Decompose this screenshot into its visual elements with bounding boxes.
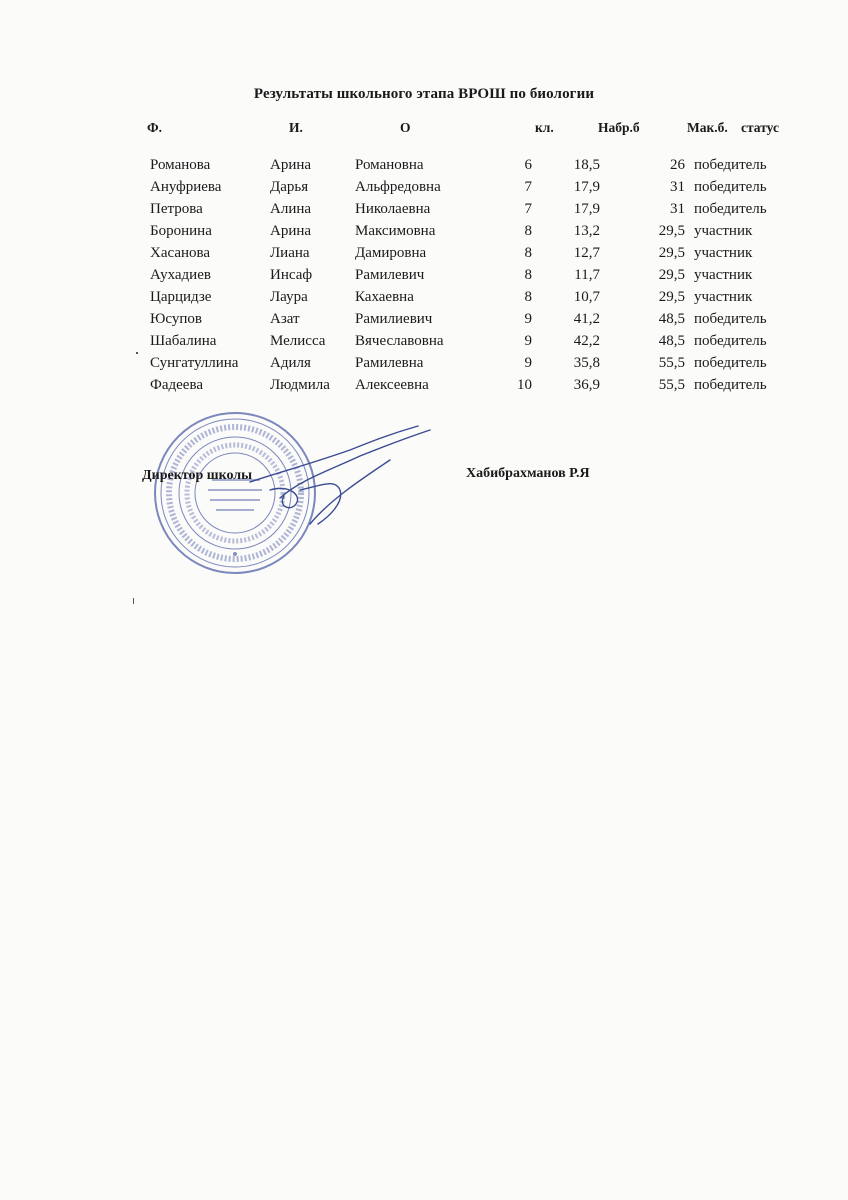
cell-score: 18,5	[573, 157, 600, 173]
table-row	[0, 157, 848, 179]
cell-patronymic: Альфредовна	[355, 179, 441, 195]
cell-name: Дарья	[270, 179, 309, 195]
cell-name: Арина	[270, 157, 312, 173]
cell-status: победитель	[694, 157, 767, 173]
table-row	[0, 311, 848, 333]
cell-patronymic: Николаевна	[355, 201, 431, 217]
cell-patronymic: Кахаевна	[355, 289, 414, 305]
header-status: статус	[741, 120, 779, 135]
cell-name: Азат	[270, 311, 300, 327]
cell-surname: Ануфриева	[150, 179, 222, 195]
cell-patronymic: Рамилевна	[355, 355, 424, 371]
cell-patronymic: Алексеевна	[355, 377, 429, 393]
cell-score: 41,2	[573, 311, 600, 327]
table-row	[0, 355, 848, 377]
table-row	[0, 245, 848, 267]
cell-max: 48,5	[658, 311, 685, 327]
table-row	[0, 201, 848, 223]
cell-patronymic: Максимовна	[355, 223, 436, 239]
cell-grade: 8	[524, 223, 532, 239]
cell-status: победитель	[694, 333, 767, 349]
cell-max: 29,5	[658, 289, 685, 305]
cell-grade: 8	[524, 267, 532, 283]
cell-score: 17,9	[573, 201, 600, 217]
header-max: Мак.б.	[687, 120, 728, 135]
cell-status: участник	[694, 223, 753, 239]
cell-max: 31	[670, 201, 685, 217]
cell-grade: 9	[524, 355, 532, 371]
cell-patronymic: Рамилевич	[355, 267, 425, 283]
director-label: Директор школы	[142, 468, 253, 483]
cell-surname: Сунгатуллина	[150, 355, 239, 371]
cell-status: победитель	[694, 311, 767, 327]
cell-surname: Фадеева	[150, 377, 203, 393]
cell-score: 12,7	[573, 245, 600, 261]
cell-name: Лиана	[270, 245, 310, 261]
cell-status: победитель	[694, 377, 767, 393]
cell-grade: 10	[517, 377, 532, 393]
cell-score: 13,2	[573, 223, 600, 239]
cell-max: 48,5	[658, 333, 685, 349]
cell-grade: 8	[524, 289, 532, 305]
cell-status: победитель	[694, 201, 767, 217]
cell-score: 36,9	[573, 377, 600, 393]
table-row	[0, 333, 848, 355]
cell-name: Инсаф	[270, 267, 313, 283]
cell-surname: Романова	[150, 157, 211, 173]
cell-name: Алина	[270, 201, 312, 217]
table-row	[0, 223, 848, 245]
cell-max: 31	[670, 179, 685, 195]
table-row	[0, 289, 848, 311]
cell-patronymic: Вячеславовна	[355, 333, 444, 349]
scan-speck	[136, 352, 138, 354]
cell-surname: Боронина	[150, 223, 212, 239]
cell-max: 26	[670, 157, 685, 173]
cell-name: Людмила	[270, 377, 330, 393]
cell-status: победитель	[694, 355, 767, 371]
director-name: Хабибрахманов Р.Я	[466, 466, 590, 481]
header-patronymic: О	[400, 120, 411, 135]
header-grade: кл.	[535, 120, 554, 135]
signature-scribble-icon	[240, 420, 440, 540]
cell-score: 11,7	[574, 267, 600, 283]
cell-status: участник	[694, 289, 753, 305]
cell-max: 29,5	[658, 245, 685, 261]
cell-grade: 8	[524, 245, 532, 261]
cell-score: 17,9	[573, 179, 600, 195]
cell-score: 35,8	[573, 355, 600, 371]
cell-grade: 6	[524, 157, 532, 173]
cell-grade: 9	[524, 311, 532, 327]
cell-surname: Юсупов	[150, 311, 202, 327]
cell-surname: Петрова	[150, 201, 203, 217]
cell-name: Арина	[270, 223, 312, 239]
table-row	[0, 267, 848, 289]
cell-status: участник	[694, 245, 753, 261]
cell-surname: Шабалина	[150, 333, 217, 349]
scan-speck	[133, 598, 134, 604]
cell-grade: 7	[524, 201, 532, 217]
document-title: Результаты школьного этапа ВРОШ по биологии	[253, 86, 595, 102]
cell-score: 10,7	[573, 289, 600, 305]
cell-name: Мелисса	[270, 333, 326, 349]
header-score: Набр.б	[598, 120, 640, 135]
table-row	[0, 179, 848, 201]
cell-max: 29,5	[658, 267, 685, 283]
cell-max: 55,5	[658, 377, 685, 393]
cell-name: Адиля	[270, 355, 311, 371]
cell-surname: Царцидзе	[150, 289, 212, 305]
cell-patronymic: Романовна	[355, 157, 424, 173]
cell-grade: 7	[524, 179, 532, 195]
header-surname: Ф.	[147, 120, 162, 135]
cell-surname: Хасанова	[150, 245, 211, 261]
cell-status: участник	[694, 267, 753, 283]
cell-surname: Аухадиев	[150, 267, 211, 283]
cell-patronymic: Дамировна	[355, 245, 427, 261]
header-name: И.	[289, 120, 303, 135]
table-row	[0, 377, 848, 399]
cell-name: Лаура	[270, 289, 308, 305]
cell-score: 42,2	[573, 333, 600, 349]
cell-grade: 9	[524, 333, 532, 349]
cell-status: победитель	[694, 179, 767, 195]
cell-patronymic: Рамилиевич	[355, 311, 433, 327]
cell-max: 29,5	[658, 223, 685, 239]
cell-max: 55,5	[658, 355, 685, 371]
